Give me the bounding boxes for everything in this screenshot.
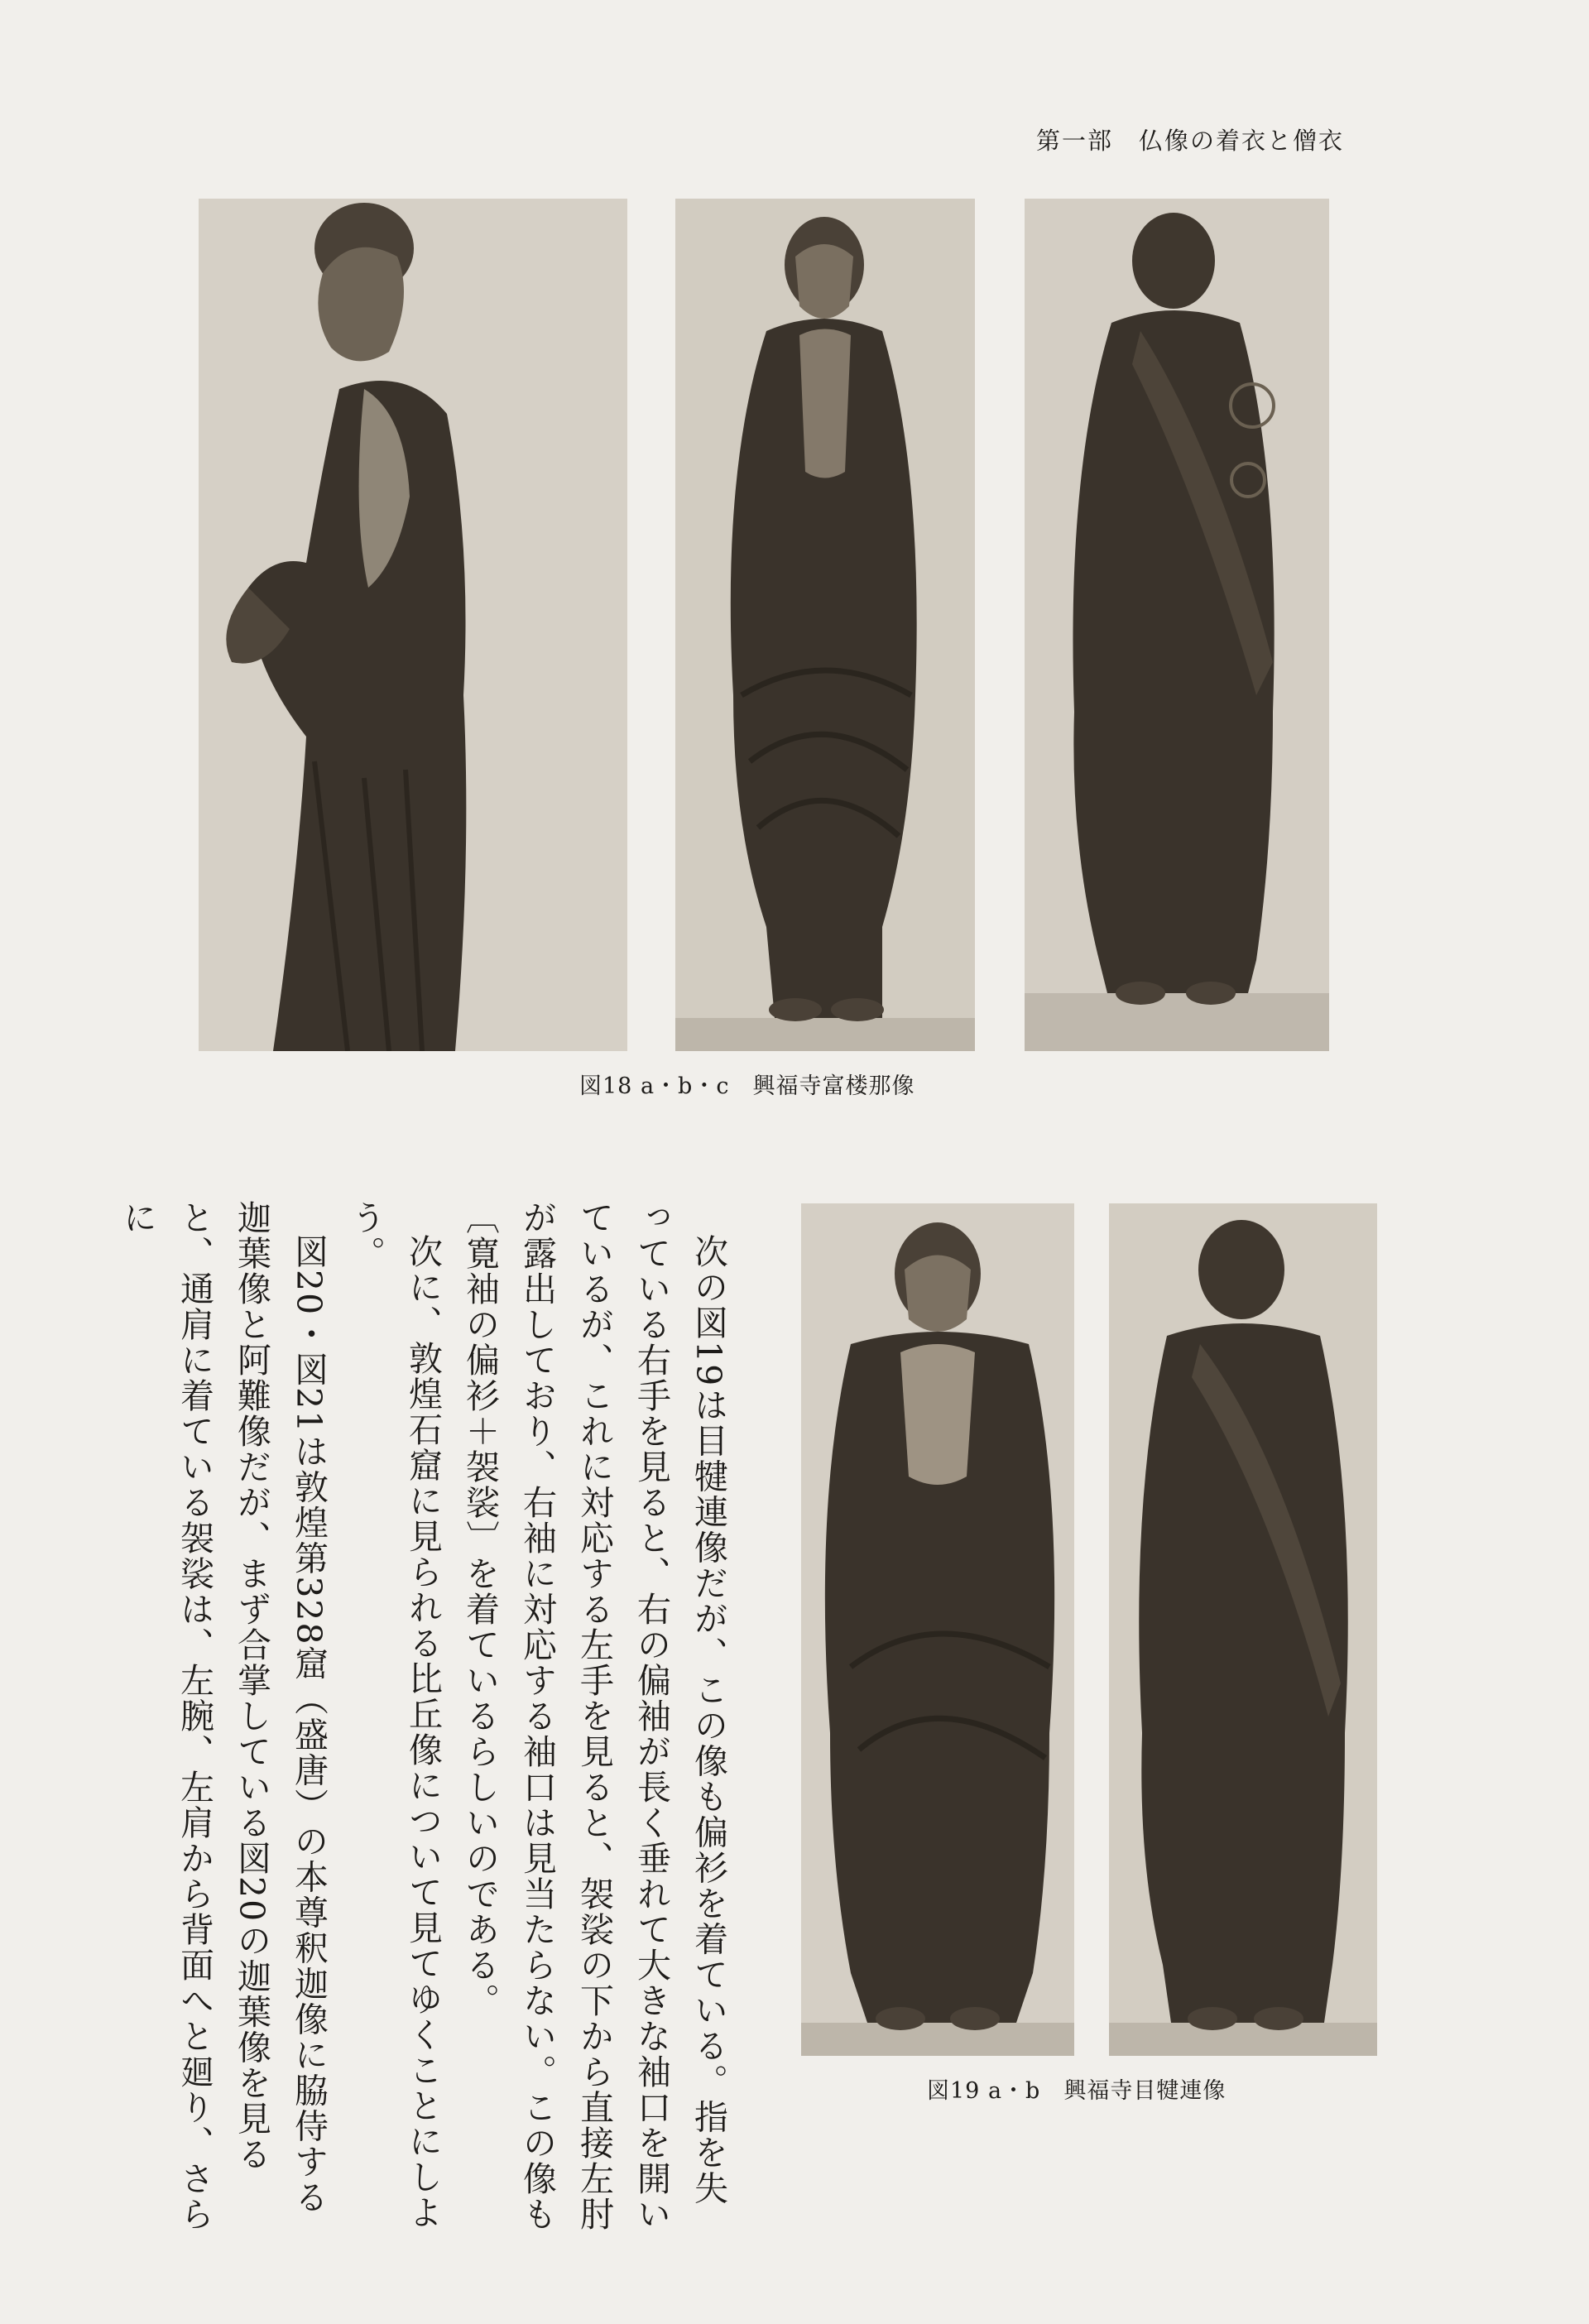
figure-18b-photo — [675, 199, 975, 1051]
figure-18a-photo — [199, 199, 627, 1051]
body-text — [118, 1200, 737, 2235]
paragraph-3: 図20・図21は敦煌第328窟（盛唐）の本尊釈迦像に脇侍する迦葉像と阿難像だが、まず合掌している図20の迦葉像を見ると、通肩に着ている袈裟は、左腕、左肩から背面へと廻り、さらに — [118, 1200, 329, 2232]
running-header: 第一部 仏像の着衣と僧衣 — [1035, 127, 1344, 155]
figure-18c-photo — [1025, 199, 1329, 1051]
figure-19b-photo — [1109, 1203, 1377, 2056]
paragraph-2: 次に、敦煌石窟に見られる比丘像について見てゆくことにしよう。 — [346, 1200, 443, 2230]
figure-19a-photo — [801, 1203, 1074, 2056]
paragraph-1: 次の図19は目犍連像だが、この像も偏衫を着ている。指を失っている右手を見ると、右の偏袖が長く垂れて大きな袖口を開いているが、これに対応する左手を見ると、袈裟の下から直接左肘が露出しており、右袖に対応する袖口は見当たらない。この像も〔寛袖の偏衫＋袈裟〕を着ているらしいのである。 — [460, 1200, 728, 2232]
figure-19-caption: 図19 a・b 興福寺目犍連像 — [927, 2078, 1227, 2104]
figure-18-caption: 図18 a・b・c 興福寺富楼那像 — [579, 1073, 915, 1099]
